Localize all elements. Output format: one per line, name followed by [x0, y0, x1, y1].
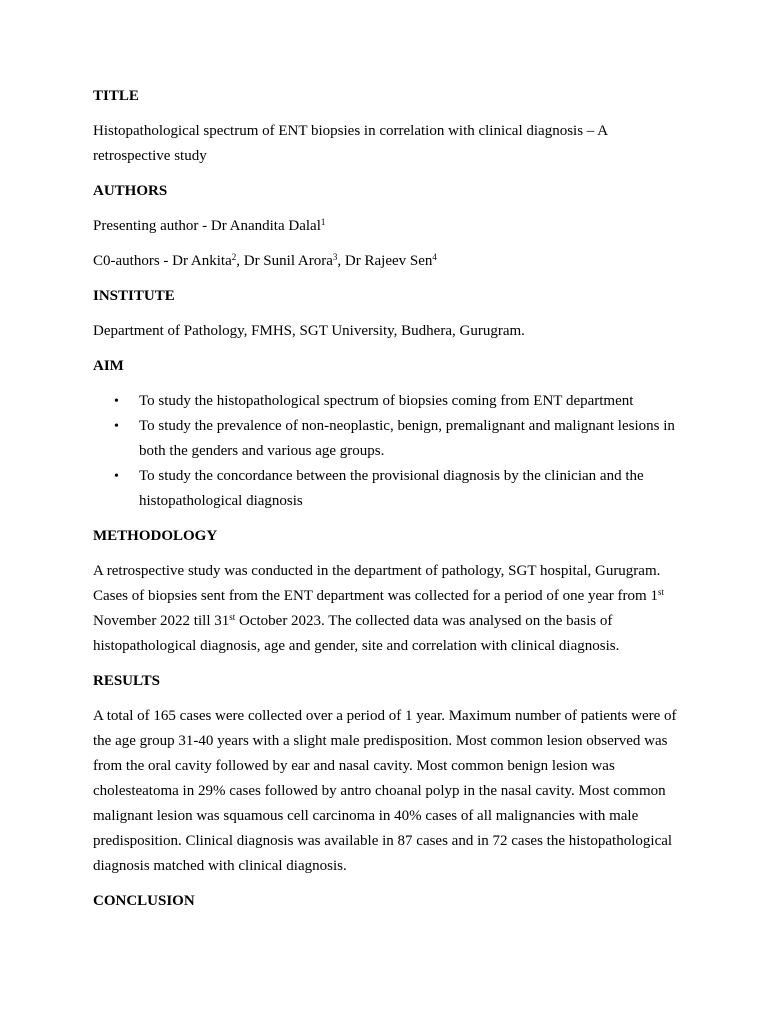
results-heading: RESULTS: [93, 673, 160, 689]
aim-item-text: To study the histopathological spectrum of biopsies coming from ENT department: [139, 393, 634, 409]
aim-item-text: To study the prevalence of non-neoplastic, benign, premalignant and malignant lesions in both the genders and various age groups.: [139, 418, 675, 459]
institute-text: Department of Pathology, FMHS, SGT University, Budhera, Gurugram.: [93, 323, 525, 339]
bullet-icon: •: [114, 394, 119, 409]
title-heading: TITLE: [93, 88, 139, 104]
presenting-author-affiliation: 1: [320, 217, 326, 227]
coauthor-separator: ,: [337, 253, 345, 269]
aim-list-item: [93, 464, 683, 514]
coauthor-affiliation: 4: [432, 252, 437, 262]
authors-heading: AUTHORS: [93, 183, 168, 199]
presenting-author: [93, 214, 683, 239]
ordinal-suffix: st: [657, 587, 664, 597]
aim-list-item: [93, 414, 683, 464]
coauthor-name: Dr Sunil Arora: [243, 253, 333, 269]
aim-list: [93, 389, 683, 514]
methodology-text: [93, 559, 683, 659]
coauthors-prefix: C0-authors -: [93, 253, 173, 269]
institute-heading: INSTITUTE: [93, 288, 175, 304]
presenting-author-prefix: Presenting author -: [93, 218, 211, 234]
title-text: Histopathological spectrum of ENT biopsies in correlation with clinical diagnosis – A retrospective study: [93, 123, 608, 164]
ordinal-suffix: st: [229, 612, 236, 622]
methodology-text-part: A retrospective study was conducted in the department of pathology, SGT hospital, Gurugram. Cases of biopsies sent from the ENT department was collected for a period of one year from 1: [93, 563, 661, 604]
aim-heading: AIM: [93, 358, 124, 374]
coauthor-name: Dr Ankita: [172, 253, 232, 269]
document-body: [93, 84, 683, 924]
results-text: A total of 165 cases were collected over a period of 1 year. Maximum number of patients were of the age group 31-40 years with a slight male predisposition. Most common lesion observed was from the oral cavity followed by ear and nasal cavity. Most common benign lesion was cholesteatoma in 29% cases followed by antro choanal polyp in the nasal cavity. Most common malignant lesion was squamous cell carcinoma in 40% cases of all malignancies with male predisposition. Clinical diagnosis was available in 87 cases and in 72 cases the histopathological diagnosis matched with clinical diagnosis.: [93, 708, 677, 874]
coauthor-name: Dr Rajeev Sen: [344, 253, 433, 269]
presenting-author-name: Dr Anandita Dalal: [210, 218, 321, 234]
bullet-icon: •: [114, 469, 119, 484]
aim-list-item: [93, 389, 683, 414]
coauthors: [93, 249, 683, 274]
methodology-heading: METHODOLOGY: [93, 528, 218, 544]
methodology-text-part: October 2023. The collected data was analysed on the basis of histopathological diagnosis, age and gender, site and correlation with clinical diagnosis.: [93, 613, 620, 654]
conclusion-heading: CONCLUSION: [93, 893, 195, 909]
methodology-text-part: November 2022 till 31: [93, 613, 230, 629]
bullet-icon: •: [114, 419, 119, 434]
coauthor-affiliation: 3: [332, 252, 338, 262]
coauthor-separator: ,: [236, 253, 244, 269]
coauthor-affiliation: 2: [231, 252, 237, 262]
aim-item-text: To study the concordance between the provisional diagnosis by the clinician and the histopathological diagnosis: [139, 468, 644, 509]
